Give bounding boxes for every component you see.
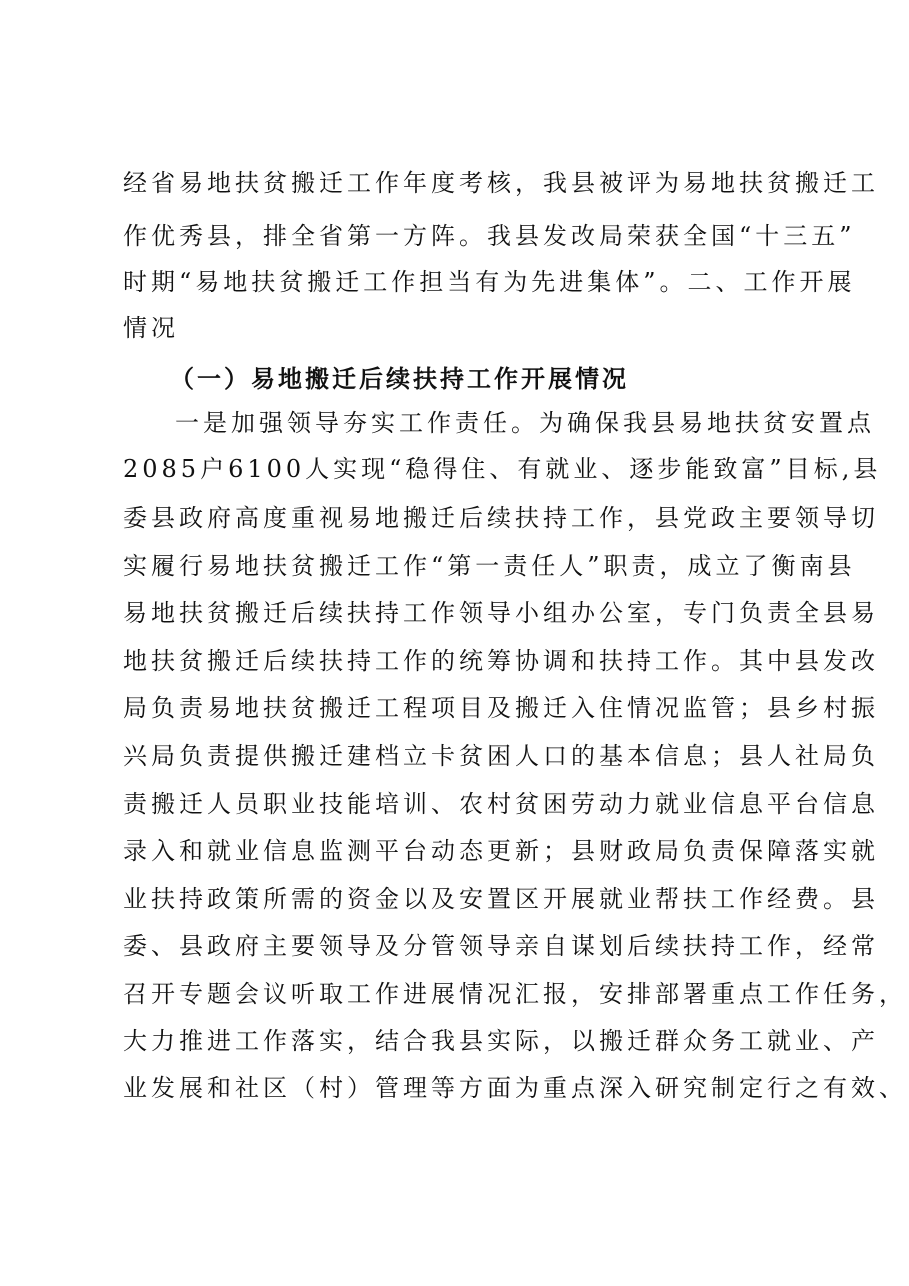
body-text-line: 实履行易地扶贫搬迁工作“第一责任人”职责，成立了衡南县 [123, 552, 856, 580]
body-text-line: 大力推进工作落实，结合我县实际，以搬迁群众务工就业、产 [123, 1027, 879, 1055]
body-text-line: 委县政府高度重视易地搬迁后续扶持工作，县党政主要领导切 [123, 504, 879, 532]
body-text-line: 地扶贫搬迁后续扶持工作的统筹协调和扶持工作。其中县发改 [123, 647, 879, 675]
body-text-line: 易地扶贫搬迁后续扶持工作领导小组办公室，专门负责全县易 [123, 599, 879, 627]
body-text-line: 2085户6100人实现“稳得住、有就业、逐步能致富”目标,县 [123, 455, 882, 483]
body-text-line: 作优秀县，排全省第一方阵。我县发改局荣获全国“十三五” [123, 222, 856, 250]
body-text-line: 召开专题会议听取工作进展情况汇报，安排部署重点工作任务， [123, 980, 907, 1008]
body-text-line: 经省易地扶贫搬迁工作年度考核，我县被评为易地扶贫搬迁工 [123, 169, 879, 197]
body-text-line: 委、县政府主要领导及分管领导亲自谋划后续扶持工作，经常 [123, 932, 879, 960]
body-text-line: 录入和就业信息监测平台动态更新；县财政局负责保障落实就 [123, 837, 879, 865]
subsection-heading: （一）易地搬迁后续扶持工作开展情况 [170, 365, 629, 393]
body-text-line: 业扶持政策所需的资金以及安置区开展就业帮扶工作经费。县 [123, 885, 879, 913]
body-text-line: 业发展和社区（村）管理等方面为重点深入研究制定行之有效、 [123, 1074, 907, 1102]
body-text-line: 时期“易地扶贫搬迁工作担当有为先进集体”。二、工作开展 [123, 268, 856, 296]
body-text-line: 局负责易地扶贫搬迁工程项目及搬迁入住情况监管；县乡村振 [123, 694, 879, 722]
section-heading-line: 情况 [123, 314, 179, 342]
paragraph-first-line: 一是加强领导夯实工作责任。为确保我县易地扶贫安置点 [175, 409, 875, 437]
body-text-line: 兴局负责提供搬迁建档立卡贫困人口的基本信息；县人社局负 [123, 742, 879, 770]
body-text-line: 责搬迁人员职业技能培训、农村贫困劳动力就业信息平台信息 [123, 790, 879, 818]
